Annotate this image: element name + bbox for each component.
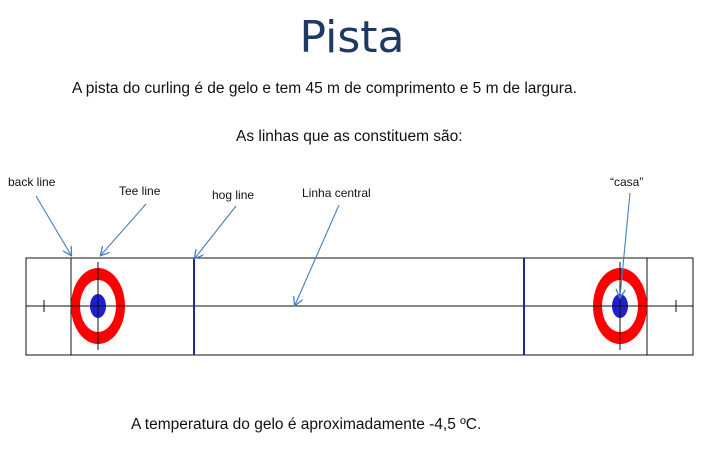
label-house: “casa” [610,175,644,189]
rink-dimensions-text: A pista do curling é de gelo e tem 45 m de comprimento e 5 m de largura. [72,80,577,97]
arrow-back-line [36,196,71,255]
arrow-tee-line [101,204,146,255]
lines-intro-text: As linhas que as constituem são: [236,128,463,145]
label-hog-line: hog line [212,188,255,202]
ice-temperature-text: A temperatura do gelo é aproximadamente -4,5 ºC. [131,416,482,433]
label-tee-line: Tee line [119,184,161,198]
label-back-line: back line [8,175,56,189]
label-center-line: Linha central [302,186,371,200]
arrow-center-line [295,205,339,305]
arrow-hog-line [195,206,236,258]
page-title: Pista [299,12,405,63]
